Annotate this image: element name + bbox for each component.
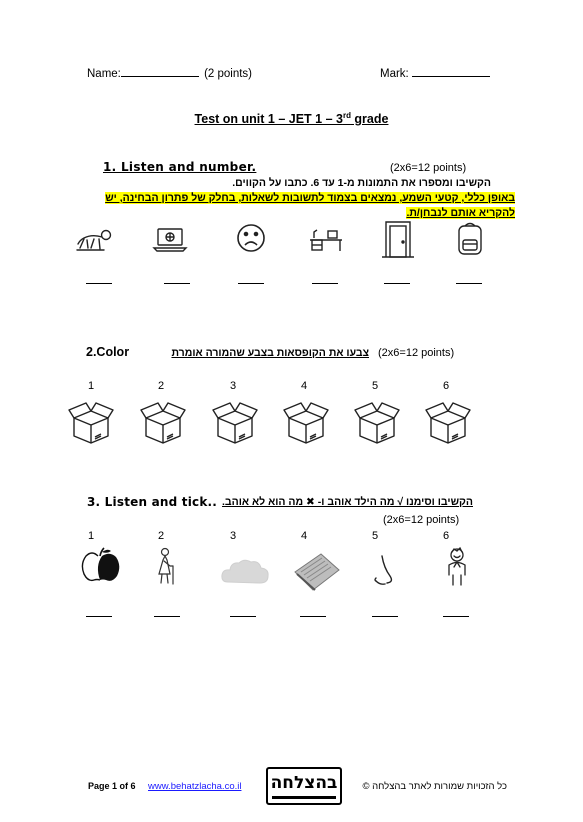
name-points: (2 points)	[204, 68, 253, 80]
tick-line-3[interactable]	[230, 616, 256, 617]
grandmother-icon	[152, 546, 182, 586]
box-number-1: 1	[87, 380, 95, 392]
tick-line-5[interactable]	[372, 616, 398, 617]
answer-line-6[interactable]	[456, 283, 482, 284]
section2-instruction: צבעו את הקופסאות בצבע שהמורה אומרת	[171, 347, 369, 359]
box-3[interactable]	[212, 398, 258, 444]
page-title: Test on unit 1 – JET 1 – 3rd grade	[194, 111, 389, 127]
website-link[interactable]: www.behatzlacha.co.il	[148, 781, 242, 792]
laptop-icon	[152, 226, 188, 254]
sad-face-icon	[235, 222, 267, 254]
tick-line-4[interactable]	[300, 616, 326, 617]
box-number-3: 3	[229, 380, 237, 392]
desk-icon	[308, 224, 344, 254]
box-number-4: 4	[300, 380, 308, 392]
answer-line-4[interactable]	[312, 283, 338, 284]
tick-number-4: 4	[300, 530, 308, 542]
logo-text: בהצלחה	[270, 773, 338, 793]
box-4[interactable]	[283, 398, 329, 444]
section1-points: (2x6=12 points)	[390, 162, 467, 174]
box-number-6: 6	[442, 380, 450, 392]
tick-line-2[interactable]	[154, 616, 180, 617]
section2-heading: 2.Color	[86, 345, 130, 359]
section1-note	[75, 191, 515, 221]
logo-underline	[272, 796, 336, 799]
tick-number-5: 5	[371, 530, 379, 542]
section1-heading: 1. Listen and number.	[103, 160, 257, 174]
tick-number-1: 1	[87, 530, 95, 542]
backpack-icon	[454, 220, 486, 256]
name-blank[interactable]	[121, 66, 199, 77]
name-field	[87, 66, 252, 80]
box-5[interactable]	[354, 398, 400, 444]
section1-instruction: הקשיבו ומספרו את התמונות מ-1 עד 6. כתבו על הקווים.	[232, 177, 491, 189]
tick-number-3: 3	[229, 530, 237, 542]
section3-instruction: הקשיבו וסימנו √ מה הילד אוהב ו- ✖ מה הוא לא אוהב.	[222, 496, 473, 508]
copyright: כל הזכויות שמורות לאתר בהצלחה ©	[362, 781, 507, 792]
apple-icon	[80, 546, 122, 584]
answer-line-5[interactable]	[384, 283, 410, 284]
box-1[interactable]	[68, 398, 114, 444]
tick-line-1[interactable]	[86, 616, 112, 617]
section1-note-line1: באופן כללי, קטעי השמע, נמצאים בצמוד לתשובות לשאלות, בחלק של פתרון הבחינה, יש	[105, 192, 515, 204]
nose-icon	[372, 554, 398, 588]
section2-points: (2x6=12 points)	[378, 347, 455, 359]
section1-note-line2: להקריא אותם לנבחן/ת.	[406, 207, 515, 219]
page-number: Page 1 of 6	[88, 781, 136, 791]
section3-heading: 3. Listen and tick..	[87, 495, 218, 509]
door-icon	[380, 219, 416, 259]
answer-line-3[interactable]	[238, 283, 264, 284]
box-2[interactable]	[140, 398, 186, 444]
tick-line-6[interactable]	[443, 616, 469, 617]
logo	[266, 767, 342, 805]
cloud-icon	[220, 556, 270, 588]
box-6[interactable]	[425, 398, 471, 444]
notebook-icon	[291, 552, 341, 592]
box-number-2: 2	[157, 380, 165, 392]
tick-number-6: 6	[442, 530, 450, 542]
box-number-5: 5	[371, 380, 379, 392]
mark-blank[interactable]	[412, 66, 490, 77]
crawling-baby-icon	[74, 226, 112, 254]
mark-field	[380, 66, 490, 80]
name-label: Name:	[87, 68, 121, 80]
tick-number-2: 2	[157, 530, 165, 542]
answer-line-1[interactable]	[86, 283, 112, 284]
section3-points: (2x6=12 points)	[383, 514, 460, 526]
boy-icon	[442, 545, 472, 587]
answer-line-2[interactable]	[164, 283, 190, 284]
mark-label: Mark:	[380, 68, 409, 80]
